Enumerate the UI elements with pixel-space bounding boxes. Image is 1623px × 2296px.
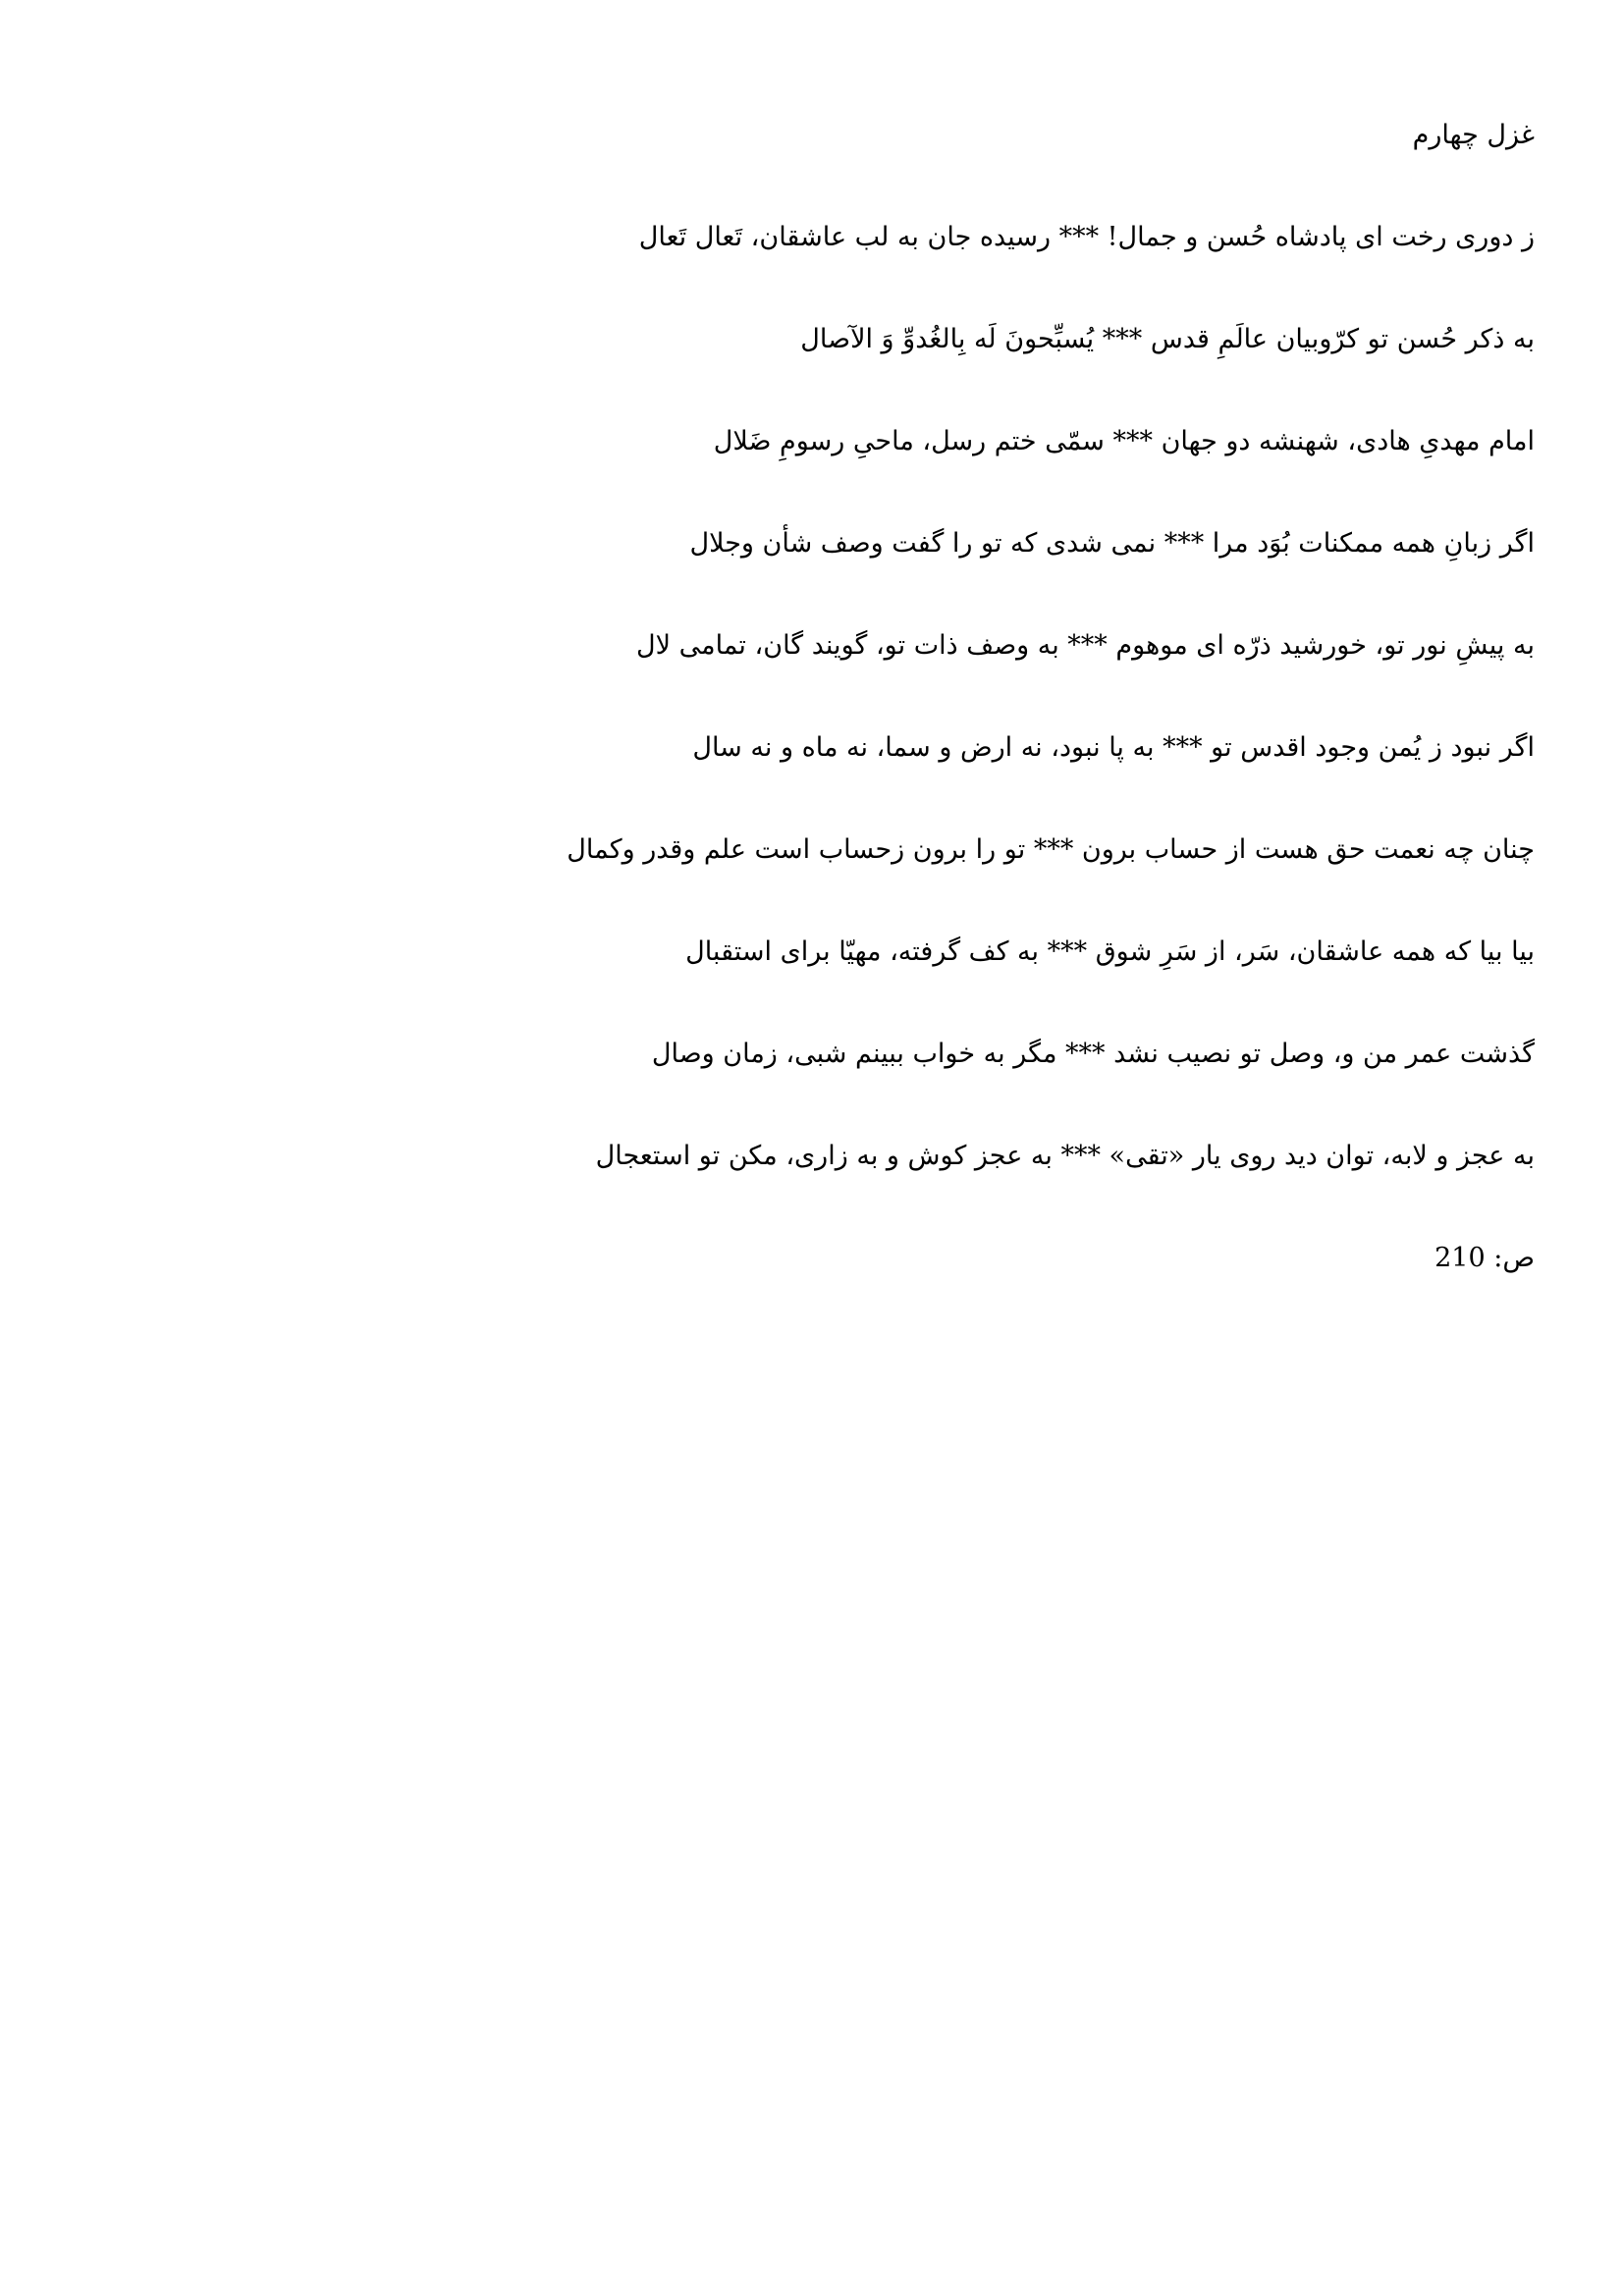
poem-title: غزل چهارم (1412, 120, 1535, 150)
verse-line-10: به عجز و لابه، توان دید روی یار «تقی» *** به عجز کوش و به زاری، مکن تو استعجال (595, 1141, 1535, 1171)
verse-line-2: به ذکر حُسن تو کرّوبیان عالَمِ قدس *** یُسبِّحونَ لَه بِالغُدوِّ وَ الآصال (800, 324, 1535, 354)
verse-line-5: به پیشِ نور تو، خورشید ذرّه ای موهوم *** به وصف ذات تو، گویند گان، تمامی لال (636, 630, 1535, 661)
verse-line-8: بیا بیا که همه عاشقان، سَر، از سَرِ شوق *** به کف گرفته، مهیّا برای استقبال (685, 936, 1535, 967)
poem-text-block (514, 116, 1535, 1278)
verse-line-9: گذشت عمر من و، وصل تو نصیب نشد *** مگر به خواب ببینم شبی، زمان وصال (651, 1039, 1535, 1069)
verse-line-3: امام مهدیِ هادی، شهنشه دو جهان *** سمّی ختم رسل، ماحیِ رسومِ ضَلال (713, 426, 1535, 456)
verse-line-4: اگر زبانِ همه ممکنات بُوَد مرا *** نمی شدی که تو را گفت وصف شأن وجلال (689, 528, 1535, 559)
verse-line-7: چنان چه نعمت حق هست از حساب برون *** تو را برون زحساب است علم وقدر وکمال (567, 834, 1535, 865)
verse-line-1: ز دوری رخت ای پادشاه حُسن و جمال! *** رسیده جان به لب عاشقان، تَعال تَعال (638, 222, 1535, 252)
verse-line-6: اگر نبود ز یُمن وجود اقدس تو *** به پا نبود، نه ارض و سما، نه ماه و نه سال (692, 732, 1535, 763)
page-number: ص: 210 (1434, 1243, 1535, 1273)
